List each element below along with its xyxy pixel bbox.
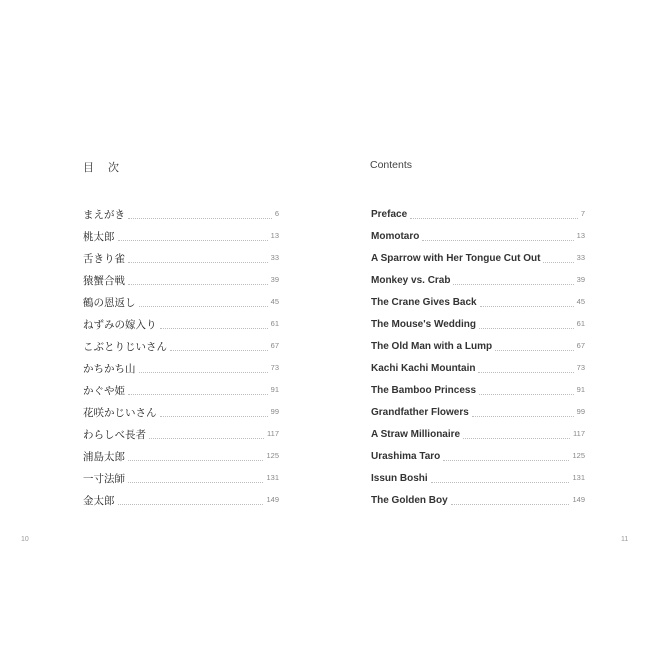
toc-entry-title: かぐや姫 (83, 385, 125, 397)
toc-entry (371, 376, 585, 398)
toc-heading-japanese: 目次 (83, 161, 133, 174)
dot-leader (139, 306, 268, 307)
dot-leader (128, 284, 268, 285)
toc-entry (83, 486, 279, 508)
toc-entry-page: 61 (576, 319, 585, 328)
toc-entry-title: 浦島太郎 (83, 451, 125, 463)
toc-entry-title: かちかち山 (83, 363, 136, 375)
toc-entry-title: The Mouse's Wedding (371, 319, 476, 330)
dot-leader (480, 306, 574, 307)
dot-leader (431, 482, 570, 483)
toc-entry-title: 金太郎 (83, 495, 115, 507)
toc-entry-title: Momotaro (371, 231, 420, 242)
dot-leader (451, 504, 570, 505)
toc-entry (83, 244, 279, 266)
dot-leader (543, 262, 573, 263)
dot-leader (495, 350, 574, 351)
toc-entry (371, 288, 585, 310)
toc-entry (371, 266, 585, 288)
toc-entry-page: 117 (573, 429, 585, 438)
toc-entry-title: 桃太郎 (83, 231, 115, 243)
toc-entry (371, 222, 585, 244)
dot-leader (463, 438, 570, 439)
right-page (325, 0, 650, 650)
toc-entry (83, 464, 279, 486)
toc-entry-title: The Bamboo Princess (371, 385, 477, 396)
toc-entry-page: 99 (576, 407, 585, 416)
dot-leader (479, 394, 574, 395)
toc-entry-page: 99 (270, 407, 279, 416)
toc-entry-page: 39 (576, 275, 585, 284)
toc-entry (83, 332, 279, 354)
toc-list-japanese (83, 200, 279, 508)
toc-entry-page: 73 (270, 363, 279, 372)
toc-entry (83, 310, 279, 332)
toc-heading-english: Contents (370, 159, 413, 171)
toc-entry-title: A Straw Millionaire (371, 429, 461, 440)
dot-leader (160, 328, 268, 329)
toc-entry-title: 猿蟹合戦 (83, 275, 125, 287)
dot-leader (453, 284, 573, 285)
toc-entry (371, 310, 585, 332)
toc-entry-title: Issun Boshi (371, 473, 428, 484)
toc-entry-page: 125 (572, 451, 585, 460)
toc-entry-title: The Crane Gives Back (371, 297, 477, 308)
toc-entry (371, 398, 585, 420)
dot-leader (443, 460, 569, 461)
toc-entry-page: 39 (270, 275, 279, 284)
toc-entry-page: 33 (576, 253, 585, 262)
toc-entry-page: 67 (576, 341, 585, 350)
toc-entry-title: Grandfather Flowers (371, 407, 469, 418)
toc-entry (371, 486, 585, 508)
dot-leader (128, 218, 272, 219)
toc-entry-title: Urashima Taro (371, 451, 441, 462)
toc-entry-page: 131 (572, 473, 585, 482)
dot-leader (128, 482, 263, 483)
toc-entry (83, 288, 279, 310)
dot-leader (149, 438, 264, 439)
toc-entry-page: 61 (270, 319, 279, 328)
toc-entry-page: 131 (266, 473, 279, 482)
toc-entry (371, 200, 585, 222)
toc-entry-title: The Old Man with a Lump (371, 341, 493, 352)
toc-entry-page: 13 (576, 231, 585, 240)
toc-entry-page: 7 (580, 209, 585, 218)
page-number-right: 11 (621, 536, 629, 543)
toc-entry-page: 45 (576, 297, 585, 306)
dot-leader (170, 350, 268, 351)
toc-entry (83, 442, 279, 464)
toc-entry (371, 420, 585, 442)
toc-entry-page: 45 (270, 297, 279, 306)
toc-entry-page: 91 (576, 385, 585, 394)
toc-entry-title: こぶとりじいさん (83, 341, 167, 353)
page-number-left: 10 (21, 536, 29, 543)
toc-list-english (371, 200, 585, 508)
toc-entry-title: Kachi Kachi Mountain (371, 363, 476, 374)
toc-entry-page: 91 (270, 385, 279, 394)
toc-entry-page: 149 (266, 495, 279, 504)
toc-entry (371, 244, 585, 266)
toc-entry-page: 33 (270, 253, 279, 262)
toc-entry-page: 73 (576, 363, 585, 372)
toc-entry (83, 222, 279, 244)
toc-entry (83, 398, 279, 420)
toc-entry (371, 354, 585, 376)
toc-entry-page: 117 (267, 429, 279, 438)
dot-leader (472, 416, 574, 417)
dot-leader (160, 416, 268, 417)
toc-entry-page: 125 (266, 451, 279, 460)
toc-entry (83, 376, 279, 398)
toc-entry-title: Monkey vs. Crab (371, 275, 451, 286)
toc-entry-title: 花咲かじいさん (83, 407, 157, 419)
dot-leader (128, 394, 268, 395)
toc-entry-page: 13 (270, 231, 279, 240)
toc-entry-title: ねずみの嫁入り (83, 319, 157, 331)
toc-entry-title: The Golden Boy (371, 495, 448, 506)
dot-leader (479, 328, 574, 329)
dot-leader (128, 460, 263, 461)
toc-entry-title: 一寸法師 (83, 473, 125, 485)
toc-entry (83, 266, 279, 288)
toc-entry (371, 332, 585, 354)
toc-entry-page: 6 (274, 209, 279, 218)
dot-leader (478, 372, 573, 373)
dot-leader (139, 372, 268, 373)
toc-entry (83, 354, 279, 376)
dot-leader (118, 504, 264, 505)
toc-entry (83, 200, 279, 222)
toc-entry-page: 67 (270, 341, 279, 350)
toc-entry (371, 464, 585, 486)
dot-leader (410, 218, 578, 219)
toc-entry-title: 舌きり雀 (83, 253, 125, 265)
dot-leader (128, 262, 268, 263)
toc-entry-title: わらしべ長者 (83, 429, 146, 441)
toc-entry-title: 鶴の恩返し (83, 297, 136, 309)
toc-entry-title: まえがき (83, 209, 125, 221)
toc-entry-page: 149 (572, 495, 585, 504)
dot-leader (422, 240, 573, 241)
dot-leader (118, 240, 268, 241)
toc-entry (83, 420, 279, 442)
toc-entry-title: Preface (371, 209, 408, 220)
toc-entry (371, 442, 585, 464)
toc-entry-title: A Sparrow with Her Tongue Cut Out (371, 253, 541, 264)
